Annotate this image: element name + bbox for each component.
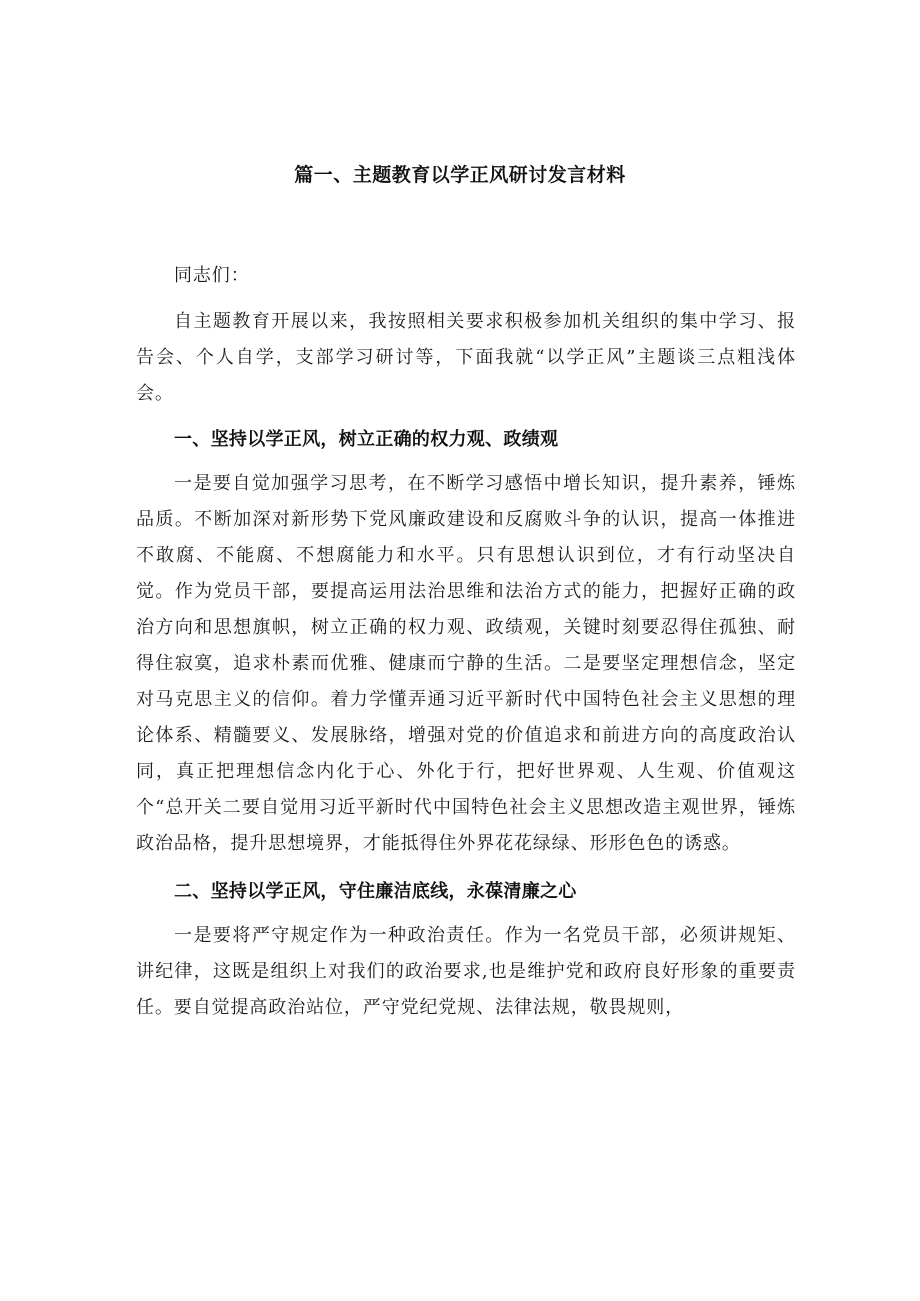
section-heading-2: 二、坚持以学正风，守住廉洁底线，永葆清廉之心 bbox=[174, 881, 577, 902]
section-paragraph-1: 一是要自觉加强学习思考，在不断学习感悟中增长知识，提升素养，锤炼品质。不断加深对新形势下党风廉政建设和反腐败斗争的认识，提高一体推进不敢腐、不能腐、不想腐能力和水平。只有思想认识到位，才有行动坚决自觉。作为党员干部，要提高运用法治思维和法治方式的能力，把握好正确的政治方向和思想旗帜，树立正确的权力观、政绩观，关键时刻要忍得住孤独、耐得住寂寞，追求朴素而优雅、健康而宁静的生活。二是要坚定理想信念，坚定对马克思主义的信仰。着力学懂弄通习近平新时代中国特色社会主义思想的理论体系、精髓要义、发展脉络，增强对党的价值追求和前进方向的高度政治认同，真正把理想信念内化于心、外化于行，把好世界观、人生观、价值观这个“总开关二要自觉用习近平新时代中国特色社会主义思想改造主观世界，锤炼政治品格，提升思想境界，才能抵得住外界花花绿绿、形形色色的诱惑。 bbox=[136, 473, 796, 854]
document-title: 篇一、主题教育以学正风研讨发言材料 bbox=[294, 164, 626, 186]
document-body bbox=[136, 258, 796, 1042]
section-heading-1: 一、坚持以学正风，树立正确的权力观、政绩观 bbox=[174, 429, 559, 450]
greeting: 同志们： bbox=[174, 265, 250, 286]
intro-paragraph: 自主题教育开展以来，我按照相关要求积极参加机关组织的集中学习、报告会、个人自学，支部学习研讨等，下面我就“以学正风”主题谈三点粗浅体会。 bbox=[136, 311, 796, 404]
section-paragraph-2: 一是要将严守规定作为一种政治责任。作为一名党员干部，必须讲规矩、讲纪律，这既是组织上对我们的政治要求,也是维护党和政府良好形象的重要责任。要自觉提高政治站位，严守党纪党规、法律法规，敬畏规则， bbox=[136, 925, 796, 1018]
